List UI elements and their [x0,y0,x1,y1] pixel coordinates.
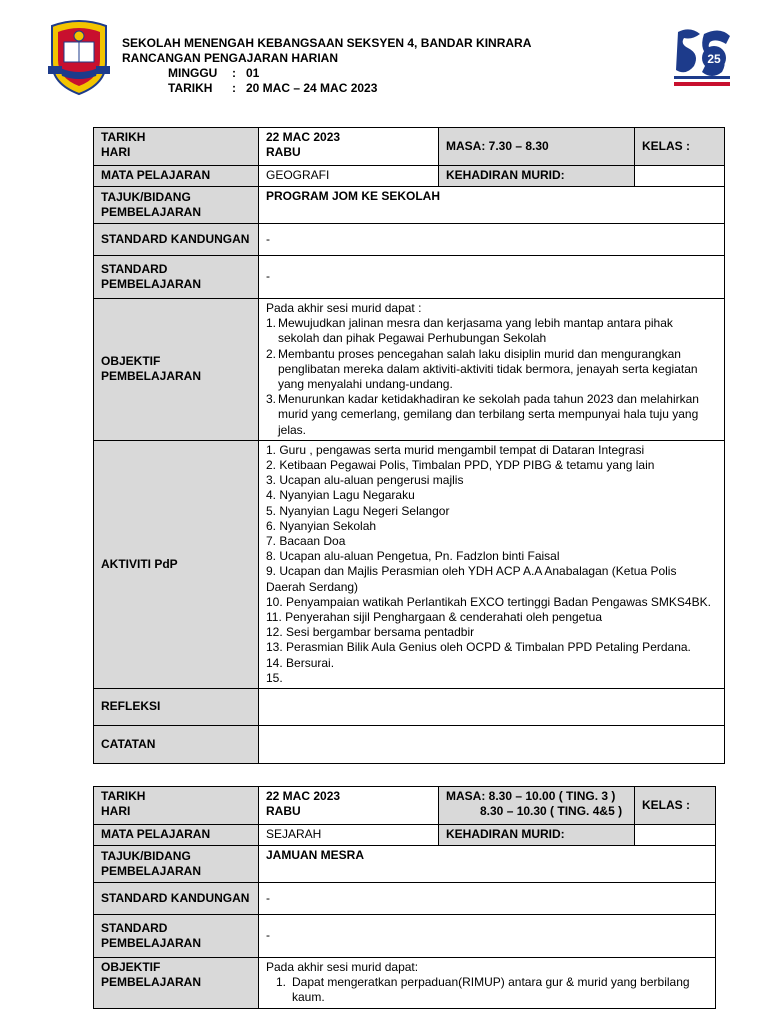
document-title: RANCANGAN PENGAJARAN HARIAN [122,51,339,65]
objektif-intro: Pada akhir sesi murid dapat : [266,301,422,315]
standard-pembelajaran-value: - [259,256,725,299]
refleksi-label: REFLEKSI [94,689,259,726]
list-item: 2. Membantu proses pencegahan salah laku disiplin murid dan mengurangkan penglibatan mereka dalam aktiviti-aktiviti tidak bermora, jenayah serta kegiatan yang menyalahi undang-undang. [266,346,698,392]
date-row [94,787,716,825]
standard-kandungan-value: - [259,224,725,256]
masa-cell: MASA: 7.30 – 8.30 [439,128,635,166]
tarikh-hari-label: TARIKH HARI [94,128,259,166]
list-item: 2. Ketibaan Pegawai Polis, Timbalan PPD, YDP PIBG & tetamu yang lain [266,458,655,473]
standard-pembelajaran-row [94,256,725,299]
kelas-label: KELAS : [635,787,716,825]
standard-pembelajaran-row [94,915,716,958]
objektif-row [94,299,725,441]
tarikh-hari-value: 22 MAC 2023 RABU [259,128,439,166]
objektif-list [266,316,717,438]
lesson-plan-table-1 [93,127,725,764]
lesson-plan-table-2 [93,786,716,1009]
objektif-value [259,299,725,441]
ministry-logo [670,26,734,88]
list-item: 13. Perasmian Bilik Aula Genius oleh OCPD & Timbalan PPD Petaling Perdana. [266,640,691,655]
kehadiran-label: KEHADIRAN MURID: [439,166,635,187]
refleksi-row [94,689,725,726]
standard-kandungan-row [94,883,716,915]
objektif-label: OBJEKTIF PEMBELAJARAN [94,958,259,1009]
objektif-label: OBJEKTIF PEMBELAJARAN [94,299,259,441]
standard-kandungan-label: STANDARD KANDUNGAN [94,224,259,256]
standard-kandungan-row [94,224,725,256]
objektif-list [266,975,708,1005]
aktiviti-row [94,440,725,688]
subject-row [94,825,716,846]
catatan-row [94,726,725,764]
aktiviti-value [259,440,725,688]
list-item: 5. Nyanyian Lagu Negeri Selangor [266,503,450,518]
subject-row [94,166,725,187]
school-crest-logo [46,18,112,96]
date-label: TARIKH [168,81,213,95]
mata-pelajaran-label: MATA PELAJARAN [94,166,259,187]
topic-row [94,846,716,883]
week-value: 01 [246,66,260,80]
mata-pelajaran-value: GEOGRAFI [259,166,439,187]
tajuk-label: TAJUK/BIDANG PEMBELAJARAN [94,187,259,224]
tajuk-value: PROGRAM JOM KE SEKOLAH [259,187,725,224]
date-row [122,81,531,96]
standard-pembelajaran-label: STANDARD PEMBELAJARAN [94,256,259,299]
list-item: 4. Nyanyian Lagu Negaraku [266,488,415,503]
week-row [122,66,531,81]
kehadiran-value[interactable] [635,825,716,846]
kehadiran-value[interactable] [635,166,725,187]
logo-badge-number: 25 [707,52,721,66]
standard-kandungan-label: STANDARD KANDUNGAN [94,883,259,915]
week-colon: : [232,66,236,80]
list-item: 10. Penyampaian watikah Perlantikah EXCO tertinggi Badan Pengawas SMKS4BK. [266,594,711,609]
standard-pembelajaran-label: STANDARD PEMBELAJARAN [94,915,259,958]
date-value: 20 MAC – 24 MAC 2023 [246,81,378,95]
tajuk-value: JAMUAN MESRA [259,846,716,883]
objektif-intro: Pada akhir sesi murid dapat: [266,960,419,974]
objektif-row [94,958,716,1009]
list-item: 9. Ucapan dan Majlis Perasmian oleh YDH ACP A.A Anabalagan (Ketua Polis Daerah Serdang) [266,564,677,594]
topic-row [94,187,725,224]
tajuk-label: TAJUK/BIDANG PEMBELAJARAN [94,846,259,883]
document-header [122,36,531,96]
masa-cell: MASA: 8.30 – 10.00 ( TING. 3 ) 8.30 – 10.30 ( TING. 4&5 ) [439,787,635,825]
list-item: 12. Sesi bergambar bersama pentadbir [266,625,475,640]
date-colon: : [232,81,236,95]
refleksi-value[interactable] [259,689,725,726]
aktiviti-label: AKTIVITI PdP [94,440,259,688]
list-item: 1. Dapat mengeratkan perpaduan(RIMUP) antara gur & murid yang berbilang kaum. [276,975,690,1005]
catatan-value[interactable] [259,726,725,764]
list-item: 6. Nyanyian Sekolah [266,518,377,533]
tarikh-hari-label: TARIKH HARI [94,787,259,825]
date-row [94,128,725,166]
mata-pelajaran-value: SEJARAH [259,825,439,846]
list-item: 1. Mewujudkan jalinan mesra dan kerjasama yang lebih mantap antara pihak sekolah dan pihak Pegawai Perhubungan Sekolah [266,316,673,346]
list-item: 3. Menurunkan kadar ketidakhadiran ke sekolah pada tahun 2023 dan melahirkan murid yang cemerlang, gemilang dan terbilang serta mempunyai hala tuju yang jelas. [266,392,699,437]
objektif-value [259,958,716,1009]
kelas-label: KELAS : [635,128,725,166]
kehadiran-label: KEHADIRAN MURID: [439,825,635,846]
aktiviti-list [266,443,717,686]
list-item: 1. Guru , pengawas serta murid mengambil tempat di Dataran Integrasi [266,442,645,457]
catatan-label: CATATAN [94,726,259,764]
list-item: 14. Bersurai. [266,655,335,670]
list-item: 11. Penyerahan sijil Penghargaan & cenderahati oleh pengetua [266,610,603,625]
list-item: 7. Bacaan Doa [266,534,346,549]
standard-kandungan-value: - [259,883,716,915]
list-item: 15. [266,670,283,685]
standard-pembelajaran-value: - [259,915,716,958]
mata-pelajaran-label: MATA PELAJARAN [94,825,259,846]
week-label: MINGGU [168,66,218,80]
tarikh-hari-value: 22 MAC 2023 RABU [259,787,439,825]
list-item: 8. Ucapan alu-aluan Pengetua, Pn. Fadzlon binti Faisal [266,549,560,564]
list-item: 3. Ucapan alu-aluan pengerusi majlis [266,473,464,488]
school-name: SEKOLAH MENENGAH KEBANGSAAN SEKSYEN 4, BANDAR KINRARA [122,36,532,50]
